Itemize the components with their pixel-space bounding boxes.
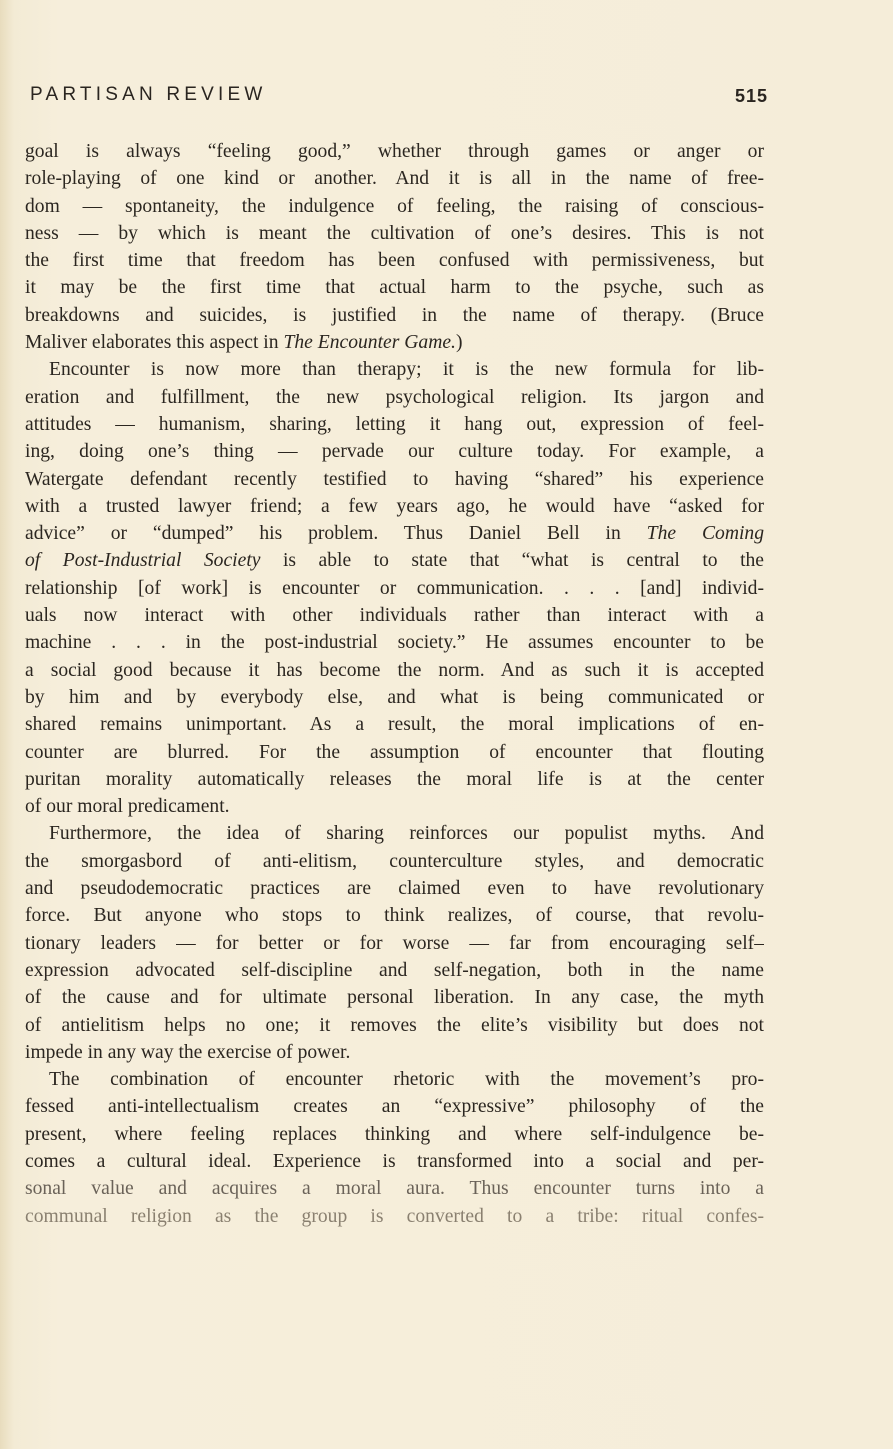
text-line: impede in any way the exercise of power.: [25, 1041, 351, 1063]
running-header: [30, 84, 770, 110]
text-line: ing, doing one’s thing — pervade our culture today. For example, a: [25, 441, 764, 463]
body-text: [25, 138, 764, 1230]
text-line: shared remains unimportant. As a result, the moral implications of en-: [25, 714, 764, 736]
text-line: tionary leaders — for better or for worse — far from encouraging self–: [25, 932, 764, 954]
text-line: it may be the first time that actual harm to the psyche, such as: [25, 277, 764, 299]
text-line: and pseudodemocratic practices are claimed even to have revolutionary: [25, 878, 764, 900]
text-line: a social good because it has become the norm. And as such it is accepted: [25, 659, 764, 681]
text-line: the first time that freedom has been confused with permissiveness, but: [25, 250, 764, 272]
text-line: of antielitism helps no one; it removes the elite’s visibility but does not: [25, 1014, 764, 1036]
text-line: ness — by which is meant the cultivation of one’s desires. This is not: [25, 222, 764, 244]
text-line: Maliver elaborates this aspect in The Encounter Game.): [25, 332, 463, 354]
text-line: dom — spontaneity, the indulgence of feeling, the raising of conscious-: [25, 195, 764, 217]
text-line: goal is always “feeling good,” whether through games or anger or: [25, 141, 764, 162]
text-line: role-playing of one kind or another. And it is all in the name of free-: [25, 168, 764, 190]
text-line: sonal value and acquires a moral aura. Thus encounter turns into a: [25, 1178, 764, 1200]
text-line: of the cause and for ultimate personal liberation. In any case, the myth: [25, 987, 764, 1009]
text-line: relationship [of work] is encounter or communication. . . . [and] individ-: [25, 577, 764, 599]
text-line: uals now interact with other individuals rather than interact with a: [25, 605, 764, 627]
text-line: advice” or “dumped” his problem. Thus Daniel Bell in The Coming: [25, 523, 764, 545]
text-line: eration and fulfillment, the new psychological religion. Its jargon and: [25, 386, 764, 408]
text-line: fessed anti-intellectualism creates an “expressive” philosophy of the: [25, 1096, 764, 1118]
text-line: The combination of encounter rhetoric with the movement’s pro-: [49, 1069, 764, 1091]
page-number: 515: [734, 86, 768, 106]
text-line: of our moral predicament.: [25, 796, 230, 818]
text-line: force. But anyone who stops to think realizes, of course, that revolu-: [25, 905, 764, 927]
text-line: comes a cultural ideal. Experience is transformed into a social and per-: [25, 1150, 764, 1172]
text-line: Furthermore, the idea of sharing reinforces our populist myths. And: [49, 823, 764, 845]
text-line: expression advocated self-discipline and self-negation, both in the name: [25, 959, 764, 981]
text-line: by him and by everybody else, and what is being communicated or: [25, 686, 764, 708]
text-line: Encounter is now more than therapy; it is the new formula for lib-: [49, 359, 764, 381]
text-line: machine . . . in the post-industrial society.” He assumes encounter to be: [25, 632, 764, 654]
text-line: of Post-Industrial Society is able to state that “what is central to the: [25, 550, 764, 572]
text-line: Watergate defendant recently testified to having “shared” his experience: [25, 468, 764, 490]
journal-title: PARTISAN REVIEW: [30, 84, 267, 105]
text-line: puritan morality automatically releases the moral life is at the center: [25, 768, 764, 790]
text-line: attitudes — humanism, sharing, letting it hang out, expression of feel-: [25, 413, 764, 435]
text-line: breakdowns and suicides, is justified in the name of therapy. (Bruce: [25, 304, 764, 326]
text-line: the smorgasbord of anti-elitism, counterculture styles, and democratic: [25, 850, 764, 872]
text-line: present, where feeling replaces thinking and where self-indulgence be-: [25, 1123, 764, 1145]
text-line: counter are blurred. For the assumption of encounter that flouting: [25, 741, 764, 763]
text-line: with a trusted lawyer friend; a few years ago, he would have “asked for: [25, 495, 764, 517]
text-line: communal religion as the group is converted to a tribe: ritual confes-: [25, 1205, 764, 1227]
